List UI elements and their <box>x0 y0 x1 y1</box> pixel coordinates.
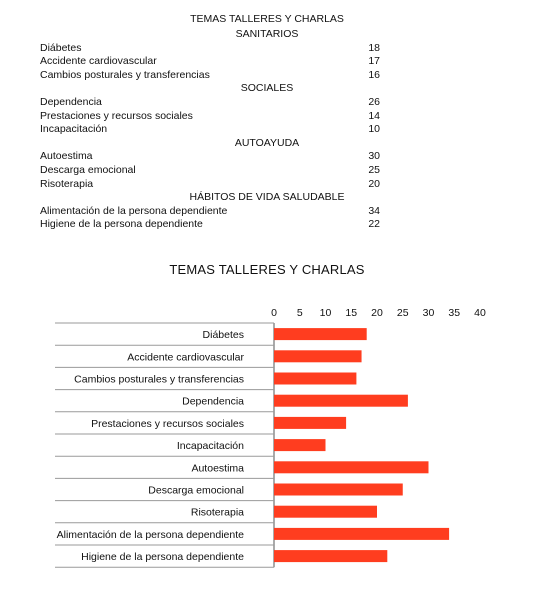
bar <box>274 395 408 407</box>
bar <box>274 373 356 385</box>
table-row-label: Accidente cardiovascular <box>40 55 157 68</box>
table-row-value: 26 <box>368 96 380 108</box>
table-row-value: 17 <box>368 55 380 68</box>
table-row-label: Diábetes <box>40 41 82 54</box>
category-label: Accidente cardiovascular <box>127 351 244 364</box>
x-tick-label: 5 <box>296 307 303 319</box>
x-tick-label: 0 <box>271 307 277 319</box>
section-heading: SANITARIOS <box>235 28 299 40</box>
table-row-value: 10 <box>368 123 380 136</box>
section-heading: AUTOAYUDA <box>234 136 300 149</box>
bar <box>274 506 377 518</box>
table-row-label: Risoterapia <box>40 177 94 190</box>
bar <box>274 350 362 362</box>
category-label: Cambios posturales y transferencias <box>74 373 244 386</box>
category-label: Higiene de la persona dependiente <box>81 551 244 564</box>
category-label: Risoterapia <box>190 506 244 519</box>
x-tick-label: 25 <box>396 307 409 319</box>
table-row-value: 30 <box>368 150 380 163</box>
section-heading: SOCIALES <box>240 82 294 95</box>
bar <box>274 461 429 473</box>
table-row-value: 34 <box>368 204 380 217</box>
category-label: Diábetes <box>202 329 244 342</box>
bar <box>274 439 326 451</box>
bar <box>274 417 346 429</box>
x-tick-label: 30 <box>422 307 435 319</box>
table-row-value: 16 <box>368 68 380 81</box>
table-row-label: Prestaciones y recursos sociales <box>40 109 193 122</box>
table-row-value: 25 <box>368 164 380 176</box>
table-row-label: Higiene de la persona dependiente <box>40 218 203 231</box>
bar <box>274 484 403 496</box>
x-tick-label: 20 <box>371 307 383 319</box>
table-row-label: Incapacitación <box>40 123 108 136</box>
table-row-label: Autoestima <box>40 150 93 163</box>
bar <box>274 328 367 340</box>
table-row-value: 22 <box>368 218 380 231</box>
category-label: Incapacitación <box>176 440 244 453</box>
bar <box>274 528 449 540</box>
category-label: Autoestima <box>191 462 244 475</box>
table-row-label: Cambios posturales y transferencias <box>40 68 210 81</box>
category-label: Prestaciones y recursos sociales <box>91 417 244 430</box>
chart-title: TEMAS TALLERES Y CHARLAS <box>169 262 365 277</box>
x-tick-label: 10 <box>319 307 332 319</box>
table-title: TEMAS TALLERES Y CHARLAS <box>190 13 344 25</box>
table-row-value: 14 <box>368 109 380 122</box>
bar <box>274 550 387 562</box>
section-heading: HÁBITOS DE VIDA SALUDABLE <box>189 191 345 204</box>
table-row-value: 20 <box>368 177 380 190</box>
table-row-label: Alimentación de la persona dependiente <box>40 204 228 217</box>
x-tick-label: 15 <box>345 307 358 319</box>
category-label: Descarga emocional <box>148 484 244 497</box>
x-tick-label: 35 <box>448 307 461 319</box>
table-row-label: Descarga emocional <box>40 164 136 176</box>
category-label: Dependencia <box>182 395 244 408</box>
category-label: Alimentación de la persona dependiente <box>56 528 244 541</box>
table-row-label: Dependencia <box>40 96 102 108</box>
table-row-value: 18 <box>368 41 380 54</box>
x-tick-label: 40 <box>474 307 486 319</box>
